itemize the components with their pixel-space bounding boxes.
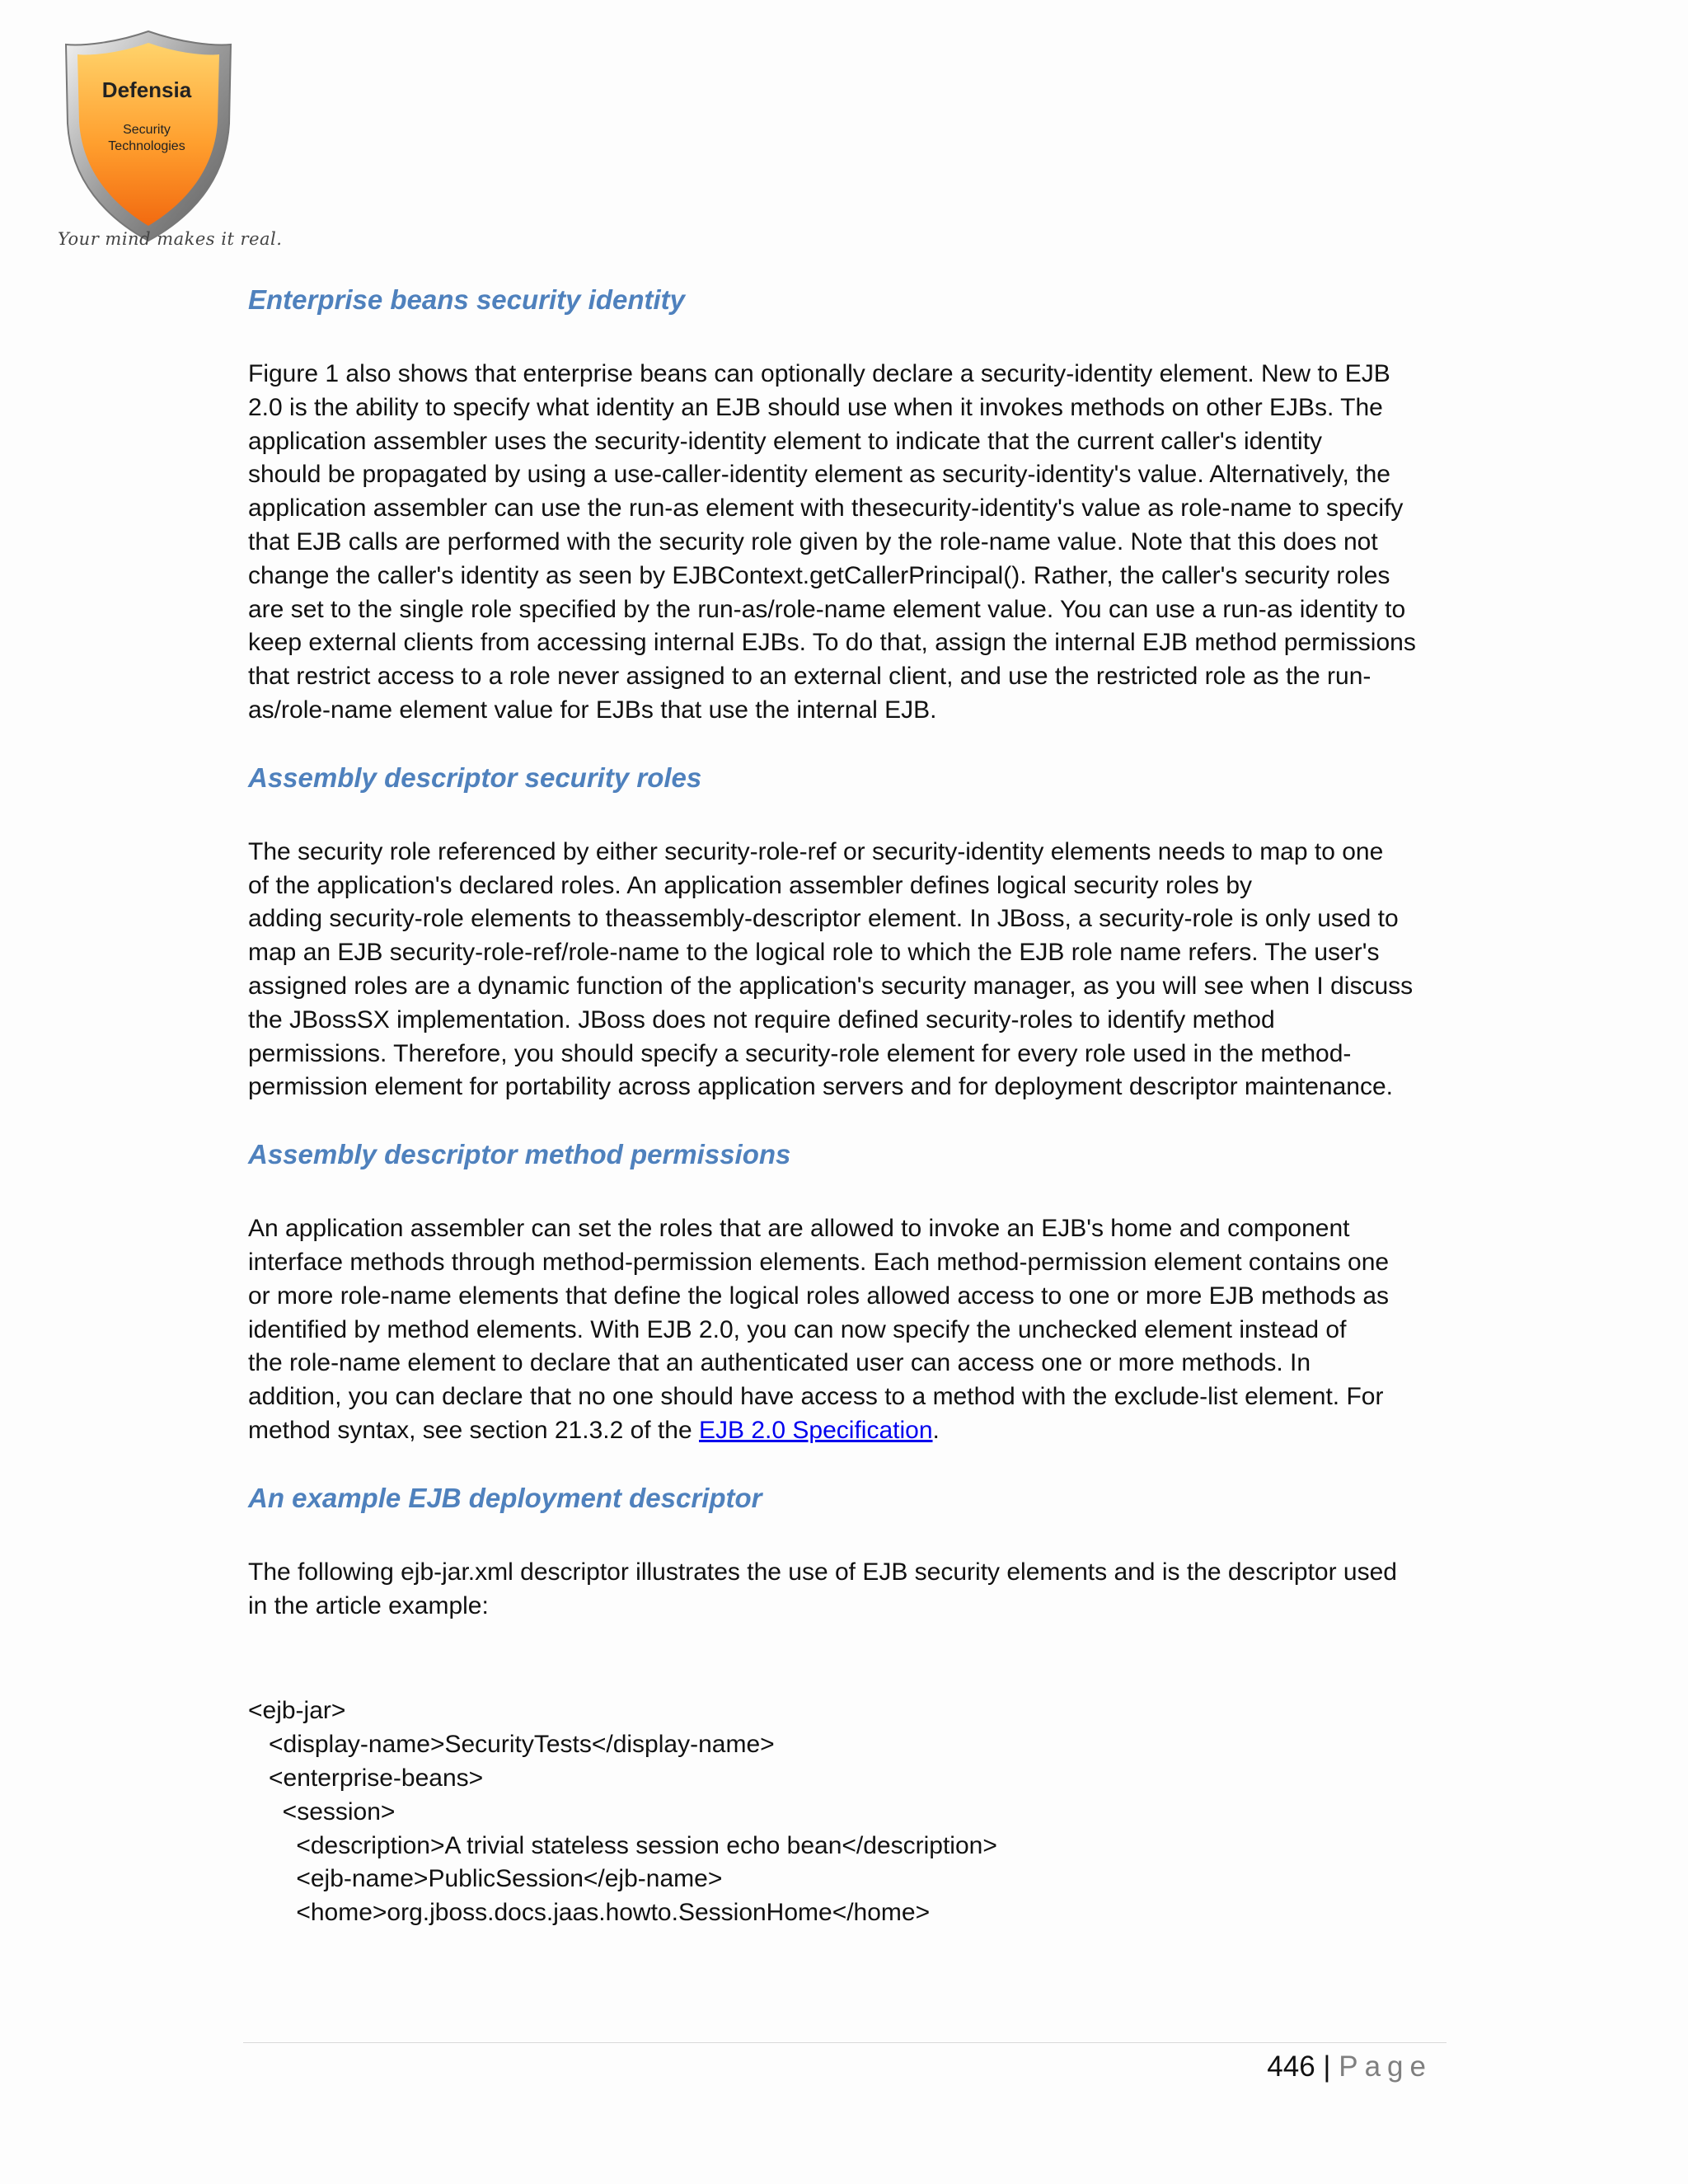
logo-line2: Technologies xyxy=(108,139,185,153)
code-line: <home>org.jboss.docs.jaas.howto.SessionHome</home> xyxy=(248,1899,931,1927)
paragraph-security-roles: The security role referenced by either security-role-ref or security-identity elements needs to map to one of the application's declared roles. An application assembler defines logical security roles by adding security-role elements to theassembly-descriptor element. In JBoss, a security-role is only used to map an EJB security-role-ref/role-name to the logical role to which the EJB role name refers. The user's assigned roles are a dynamic function of the application's security manager, as you will see when I discuss the JBossSX implementation. JBoss does not require defined security-roles to identify method permissions. Therefore, you should specify a security-role element for every role used in the method- permission element for portability across application servers and for deployment descriptor maintenance. xyxy=(248,837,1414,1101)
heading-security-identity: Enterprise beans security identity xyxy=(248,284,686,315)
code-line: <ejb-jar> xyxy=(248,1697,346,1725)
code-line: <session> xyxy=(248,1797,396,1825)
page-content xyxy=(248,280,1443,1930)
code-line: <enterprise-beans> xyxy=(248,1764,484,1792)
logo-tagline: Your mind makes it real. xyxy=(58,229,283,249)
ejb-spec-link[interactable]: EJB 2.0 Specification xyxy=(699,1416,933,1444)
paragraph-method-permissions xyxy=(248,1212,1443,1448)
company-logo xyxy=(49,25,247,255)
code-listing xyxy=(248,1694,1443,1930)
code-line: <ejb-name>PublicSession</ejb-name> xyxy=(248,1865,723,1893)
paragraph-security-identity: Figure 1 also shows that enterprise beans can optionally declare a security-identity element. New to EJB 2.0 is the ability to specify what identity an EJB should use when it invokes methods on other EJBs. The application assembler uses the security-identity element to indicate that the current caller's identity should be propagated by using a use-caller-identity element as security-identity's value. Alternatively, the application assembler can use the run-as element with thesecurity-identity's value as role-name to specify that EJB calls are performed with the security role given by the role-name value. Note that this does not change the caller's identity as seen by EJBContext.getCallerPrincipal(). Rather, the caller's security roles are set to the single role specified by the run-as/role-name element value. You can use a run-as identity to keep external clients from accessing internal EJBs. To do that, assign the internal EJB method permissions that restrict access to a role never assigned to an external client, and use the restricted role as the run- as/role-name element value for EJBs that use the internal EJB. xyxy=(248,360,1416,724)
code-line: <display-name>SecurityTests</display-name> xyxy=(248,1731,775,1759)
paragraph-example-descriptor: The following ejb-jar.xml descriptor illustrates the use of EJB security elements and is the descriptor used in the article example: xyxy=(248,1558,1397,1619)
page-footer xyxy=(1267,2047,1432,2087)
logo-brand: Defensia xyxy=(101,77,192,102)
heading-example-descriptor: An example EJB deployment descriptor xyxy=(248,1482,762,1513)
heading-method-permissions: Assembly descriptor method permissions xyxy=(248,1139,791,1170)
footer-divider xyxy=(243,2042,1447,2043)
logo-line1: Security xyxy=(123,123,171,137)
heading-security-roles: Assembly descriptor security roles xyxy=(248,762,702,793)
page-label: Page xyxy=(1339,2050,1432,2083)
paragraph-method-permissions-end: . xyxy=(932,1416,940,1444)
footer-separator: | xyxy=(1323,2050,1331,2083)
code-line: <description>A trivial stateless session echo bean</description> xyxy=(248,1831,997,1859)
page-number: 446 xyxy=(1267,2050,1315,2083)
paragraph-method-permissions-text: An application assembler can set the roles that are allowed to invoke an EJB's home and component interface methods through method-permission elements. Each method-permission element contains one or more role-name elements that define the logical roles allowed access to one or more EJB methods as identified by method elements. With EJB 2.0, you can now specify the unchecked element instead of the role-name element to declare that an authenticated user can access one or more methods. In addition, you can declare that no one should have access to a method with the exclude-list element. For method syntax, see section 21.3.2 of the xyxy=(248,1215,1390,1444)
